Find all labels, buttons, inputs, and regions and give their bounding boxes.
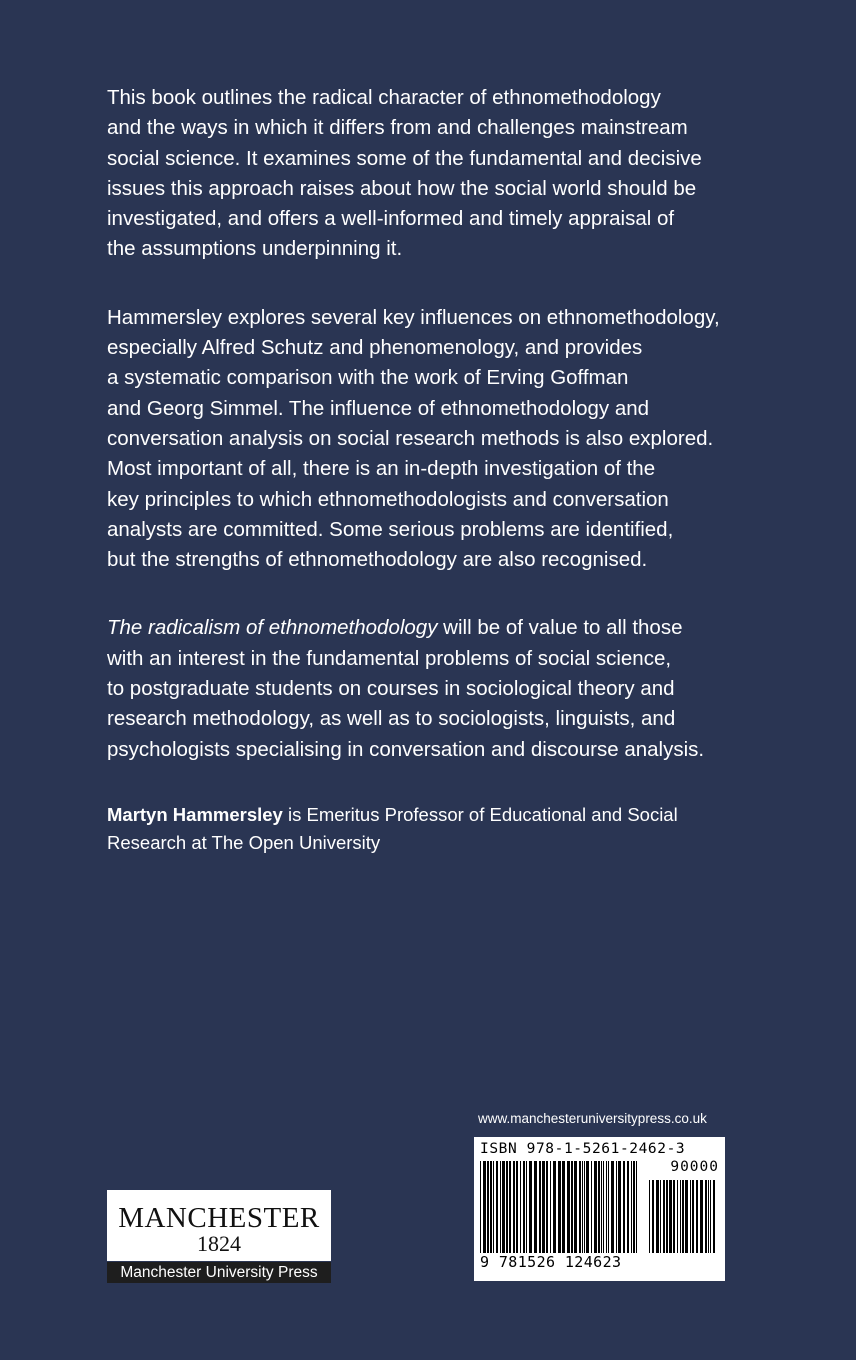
barcode-bar [567,1161,570,1253]
barcode-bar [493,1161,494,1253]
barcode-bar [669,1180,672,1253]
barcode-bar [553,1161,556,1253]
barcode-bar [516,1161,518,1253]
text-line: issues this approach raises about how the social world should be [107,176,697,200]
logo-wordmark: MANCHESTER [118,1202,320,1234]
barcode-bar [582,1161,583,1253]
influences-paragraph [107,303,747,576]
barcode-bar [496,1161,498,1253]
barcode-bar [601,1161,602,1253]
barcode-bar [656,1180,659,1253]
barcode-bar [666,1180,668,1253]
text-line: to postgraduate students on courses in sociological theory and [107,677,675,701]
barcode-bar [523,1161,525,1253]
text-line [107,613,747,643]
author-bio [107,801,747,858]
barcode-bar [534,1161,537,1253]
barcode-bar [594,1161,597,1253]
text-line: This book outlines the radical character of ethnomethodology [107,86,661,109]
barcode-bar [627,1161,629,1253]
barcode-bar [586,1161,589,1253]
book-title: The radicalism of ethnomethodology [107,616,438,640]
barcode-bar [513,1161,515,1253]
text-line: research methodology, as well as to sociologists, linguists, and [107,707,676,731]
barcode-bar [618,1161,621,1253]
barcode-bar [705,1180,707,1253]
text-line: and the ways in which it differs from and challenges mainstream [107,116,688,140]
addon-barcode-bars [649,1180,717,1253]
text-fragment: will be of value to all those [437,616,683,640]
barcode-bar [649,1180,650,1253]
barcode-bar [539,1161,541,1253]
text-line: analysts are committed. Some serious problems are identified, [107,517,674,541]
barcode-bar [502,1161,505,1253]
barcode-bar [500,1161,501,1253]
text-line: Hammersley explores several key influences on ethnomethodology, [107,305,720,329]
barcode-bar [696,1180,698,1253]
barcode-bar [616,1161,617,1253]
barcode-bar [652,1180,654,1253]
price-code: 90000 [670,1159,719,1175]
blurb [107,83,747,858]
publisher-logo [107,1190,331,1283]
audience-paragraph [107,613,747,764]
text-line: psychologists specialising in conversation and discourse analysis. [107,737,705,761]
barcode-bar [692,1180,694,1253]
publisher-url[interactable]: www.manchesteruniversitypress.co.uk [478,1111,707,1126]
text-fragment: is Emeritus Professor of Educational and Social [282,803,678,825]
barcode-bar [608,1161,609,1253]
barcode-bar [631,1161,632,1253]
barcode-bar [708,1180,709,1253]
barcode-bar [591,1161,592,1253]
barcode-bar [603,1161,604,1253]
barcode-bar [483,1161,486,1253]
barcode-bar [633,1161,635,1253]
text-line: the assumptions underpinning it. [107,237,403,261]
barcode-bar [685,1180,688,1253]
barcode-bar [562,1161,565,1253]
logo-crest [107,1190,331,1261]
description-paragraph [107,83,747,265]
barcode-bar [680,1180,681,1253]
text-line: key principles to which ethnomethodologists and conversation [107,487,669,511]
barcode-bar [606,1161,607,1253]
ean-barcode-bars [480,1161,640,1253]
barcode-bar [526,1161,527,1253]
barcode-bar [574,1161,577,1253]
barcode-bar [700,1180,703,1253]
barcode-bar [487,1161,489,1253]
text-line: and Georg Simmel. The influence of ethnomethodology and [107,396,650,420]
barcode-bar [611,1161,614,1253]
barcode-bar [542,1161,545,1253]
barcode-bar [690,1180,691,1253]
text-line: with an interest in the fundamental problems of social science, [107,646,672,670]
isbn-label: ISBN 978-1-5261-2462-3 [480,1141,686,1157]
barcode-bar [636,1161,637,1253]
text-line: conversation analysis on social research methods is also explored. [107,426,714,450]
barcode-bar [682,1180,684,1253]
text-line: a systematic comparison with the work of Erving Goffman [107,366,629,390]
barcode [474,1137,725,1281]
barcode-bar [660,1180,661,1253]
barcode-bar [579,1161,581,1253]
text-line: Most important of all, there is an in-depth investigation of the [107,457,656,481]
barcode-bar [623,1161,625,1253]
text-line: investigated, and offers a well-informed and timely appraisal of [107,207,675,231]
text-line: especially Alfred Schutz and phenomenology, and provides [107,336,643,360]
text-line: Research at The Open University [107,832,381,854]
barcode-bar [710,1180,711,1253]
barcode-bar [529,1161,532,1253]
text-line [107,801,747,830]
barcode-bar [520,1161,521,1253]
author-name: Martyn Hammersley [107,803,283,825]
barcode-bar [584,1161,585,1253]
barcode-bar [713,1180,715,1253]
barcode-bar [509,1161,511,1253]
barcode-bar [506,1161,508,1253]
text-line: but the strengths of ethnomethodology are also recognised. [107,548,648,572]
barcode-bar [558,1161,561,1253]
ean-number: 9 781526 124623 [480,1253,622,1271]
barcode-bar [546,1161,548,1253]
barcode-bar [490,1161,492,1253]
barcode-bar [480,1161,481,1253]
barcode-bar [571,1161,573,1253]
logo-year: 1824 [197,1231,241,1256]
barcode-bar [677,1180,678,1253]
text-line: social science. It examines some of the fundamental and decisive [107,146,702,170]
barcode-bar [598,1161,600,1253]
barcode-bar [673,1180,675,1253]
logo-label: Manchester University Press [107,1262,331,1283]
barcode-bar [663,1180,665,1253]
barcode-bar [550,1161,551,1253]
